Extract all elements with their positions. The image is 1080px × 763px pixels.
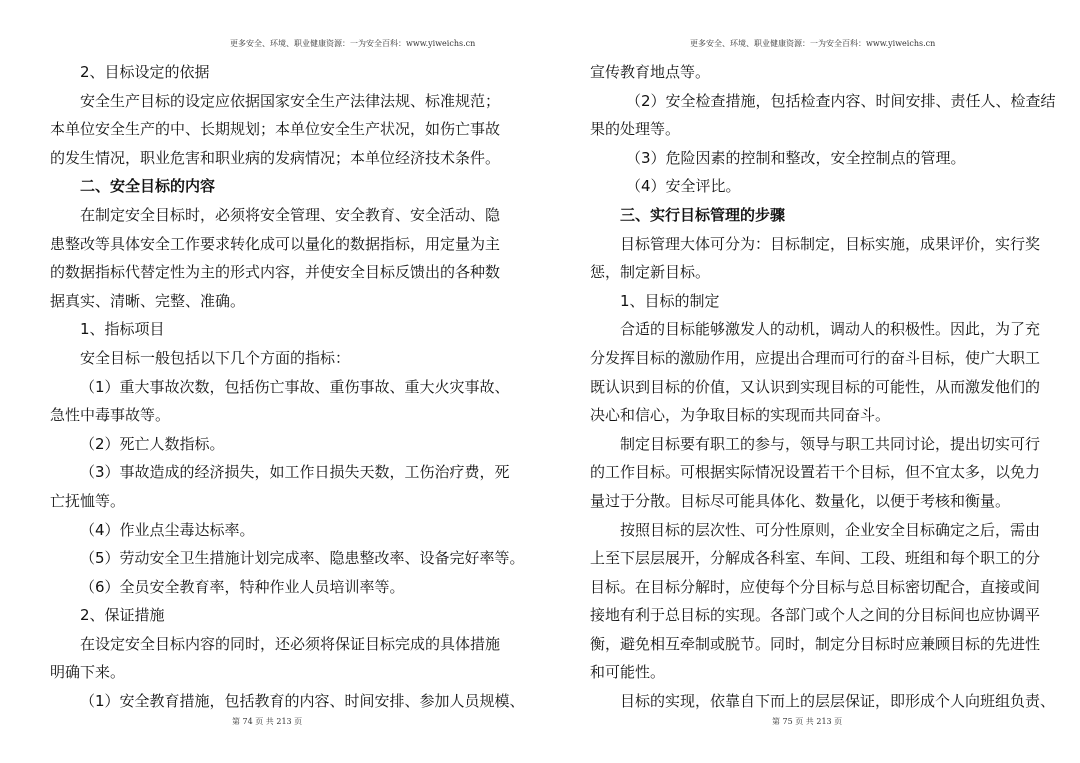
text-line: （4）作业点尘毒达标率。 (80, 520, 255, 539)
text-line: 据真实、清晰、完整、准确。 (50, 291, 246, 310)
text-line: 在设定安全目标内容的同时，还必须将保证目标完成的具体措施 (80, 634, 501, 653)
text-line: （3）事故造成的经济损失，如工作日损失天数，工伤治疗费，死 (80, 463, 510, 482)
page-footer: 第 74 页 共 213 页 (232, 717, 303, 726)
text-line: 1、目标的制定 (620, 291, 720, 310)
right-page (540, 0, 1080, 763)
text-line: 按照目标的层次性、可分性原则，企业安全目标确定之后，需由 (620, 520, 1041, 539)
text-line: 既认识到目标的价值，又认识到实现目标的可能性，从而激发他们的 (590, 377, 1041, 396)
section-heading: 二、安全目标的内容 (80, 177, 216, 196)
text-line: 果的处理等。 (590, 120, 681, 139)
text-line: 和可能性。 (590, 663, 666, 682)
text-line: 目标。在目标分解时，应使每个分目标与总目标密切配合，直接或间 (590, 577, 1041, 596)
text-line: （3）危险因素的控制和整改，安全控制点的管理。 (626, 148, 966, 167)
section-heading: 三、实行目标管理的步骤 (620, 205, 786, 224)
text-line: 目标的实现，依靠自下而上的层层保证，即形成个人向班组负责、 (620, 692, 1056, 711)
text-line: 亡抚恤等。 (50, 491, 126, 510)
text-line: （4）安全评比。 (626, 177, 741, 196)
text-line: 本单位安全生产的中、长期规划；本单位安全生产状况，如伤亡事故 (50, 120, 501, 139)
text-line: 的工作目标。可根据实际情况设置若干个目标，但不宜太多，以免力 (590, 463, 1041, 482)
page-body (50, 58, 525, 716)
page-header: 更多安全、环境、职业健康资源：一为安全百科：www.yiweichs.cn (230, 39, 476, 48)
text-line: 制定目标要有职工的参与，领导与职工共同讨论，提出切实可行 (620, 434, 1041, 453)
text-line: 量过于分散。目标尽可能具体化、数量化，以便于考核和衡量。 (590, 491, 1011, 510)
text-line: （2）安全检查措施，包括检查内容、时间安排、责任人、检查结 (626, 91, 1056, 110)
text-line: （2）死亡人数指标。 (80, 434, 225, 453)
text-line: 决心和信心，为争取目标的实现而共同奋斗。 (590, 406, 891, 425)
text-line: 宣传教育地点等。 (590, 63, 711, 81)
page-body (590, 58, 1056, 716)
text-line: （5）劳动安全卫生措施计划完成率、隐患整改率、设备完好率等。 (80, 549, 525, 568)
text-line: 明确下来。 (50, 663, 126, 682)
text-line: 安全生产目标的设定应依据国家安全生产法律法规、标准规范； (80, 91, 501, 110)
text-line: 急性中毒事故等。 (50, 406, 171, 425)
text-line: 接地有利于总目标的实现。各部门或个人之间的分目标间也应协调平 (590, 606, 1041, 625)
text-line: （6）全员安全教育率，特种作业人员培训率等。 (80, 577, 405, 596)
text-line: 上至下层层展开，分解成各科室、车间、工段、班组和每个职工的分 (590, 549, 1041, 568)
text-line: 在制定安全目标时，必须将安全管理、安全教育、安全活动、隐 (80, 205, 501, 224)
text-line: 目标管理大体可分为：目标制定，目标实施，成果评价，实行奖 (620, 234, 1041, 253)
text-line: 患整改等具体安全工作要求转化成可以量化的数据指标，用定量为主 (50, 234, 501, 253)
text-line: 合适的目标能够激发人的动机，调动人的积极性。因此，为了充 (620, 320, 1041, 339)
text-line: 的发生情况，职业危害和职业病的发病情况；本单位经济技术条件。 (50, 148, 501, 167)
text-line: 安全目标一般包括以下几个方面的指标： (80, 348, 351, 367)
text-line: 1、指标项目 (80, 320, 165, 339)
text-line: 2、目标设定的依据 (80, 63, 210, 81)
text-line: 2、保证措施 (80, 606, 165, 625)
page-footer: 第 75 页 共 213 页 (772, 717, 843, 726)
text-line: 的数据指标代替定性为主的形式内容，并使安全目标反馈出的各种数 (50, 263, 501, 282)
text-line: 分发挥目标的激励作用，应提出合理而可行的奋斗目标，使广大职工 (590, 348, 1041, 367)
text-line: 衡，避免相互牵制或脱节。同时，制定分目标时应兼顾目标的先进性 (590, 634, 1041, 653)
text-line: （1）安全教育措施，包括教育的内容、时间安排、参加人员规模、 (80, 692, 525, 711)
text-line: （1）重大事故次数，包括伤亡事故、重伤事故、重大火灾事故、 (80, 377, 510, 396)
page-header: 更多安全、环境、职业健康资源：一为安全百科：www.yiweichs.cn (690, 39, 936, 48)
text-line: 惩，制定新目标。 (590, 263, 711, 282)
